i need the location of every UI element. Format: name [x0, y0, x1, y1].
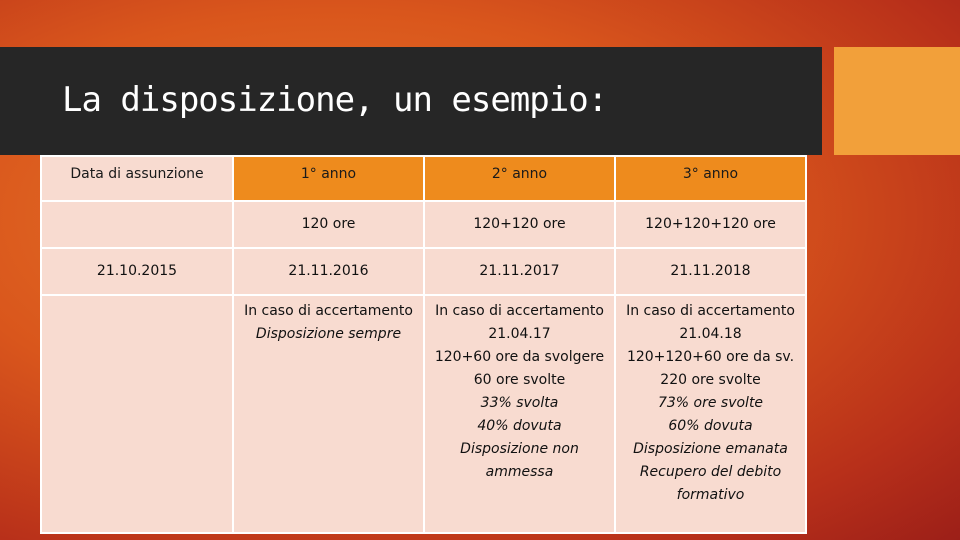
header-cell-year-2: 2° anno [424, 156, 615, 201]
table-cell: 21.11.2017 [424, 248, 615, 295]
note-line: 21.04.17 [488, 326, 551, 342]
header-cell-hire-date: Data di assunzione [41, 156, 233, 201]
note-line: formativo [676, 487, 745, 503]
table-row-hours [41, 201, 806, 248]
header-cell-year-3: 3° anno [615, 156, 806, 201]
note-line: 73% ore svolte [657, 395, 764, 411]
note-line: 220 ore svolte [660, 372, 761, 388]
note-line: ammessa [485, 464, 554, 480]
accent-box [834, 47, 960, 155]
note-line: 120+120+60 ore da sv. [626, 349, 795, 365]
note-line: 33% svolta [480, 395, 559, 411]
note-line: In caso di accertamento [435, 303, 604, 319]
table-header-row [41, 156, 806, 201]
note-line: Disposizione emanata [633, 441, 788, 457]
example-table [40, 155, 807, 534]
note-line: 120+60 ore da svolgere [434, 349, 605, 365]
table-cell: 120+120+120 ore [615, 201, 806, 248]
table-cell [41, 201, 233, 248]
note-line: Disposizione sempre [255, 326, 402, 342]
note-line: In caso di accertamento [626, 303, 795, 319]
slide-title: La disposizione, un esempio: [62, 80, 608, 120]
note-line: 60 ore svolte [473, 372, 566, 388]
table-cell: 21.11.2018 [615, 248, 806, 295]
notes-cell-year-2 [424, 295, 615, 533]
notes-cell-year-3 [615, 295, 806, 533]
note-line: 40% dovuta [477, 418, 562, 434]
table-cell: 21.10.2015 [41, 248, 233, 295]
table-cell-empty [41, 295, 233, 533]
table-cell: 21.11.2016 [233, 248, 424, 295]
note-line: Recupero del debito [639, 464, 782, 480]
table-cell: 120+120 ore [424, 201, 615, 248]
note-line: 21.04.18 [679, 326, 742, 342]
table-cell: 120 ore [233, 201, 424, 248]
note-line: Disposizione non [460, 441, 579, 457]
header-cell-year-1: 1° anno [233, 156, 424, 201]
table-row-notes [41, 295, 806, 533]
notes-cell-year-1 [233, 295, 424, 533]
note-line: 60% dovuta [668, 418, 753, 434]
table-row-dates [41, 248, 806, 295]
note-line: In caso di accertamento [244, 303, 413, 319]
